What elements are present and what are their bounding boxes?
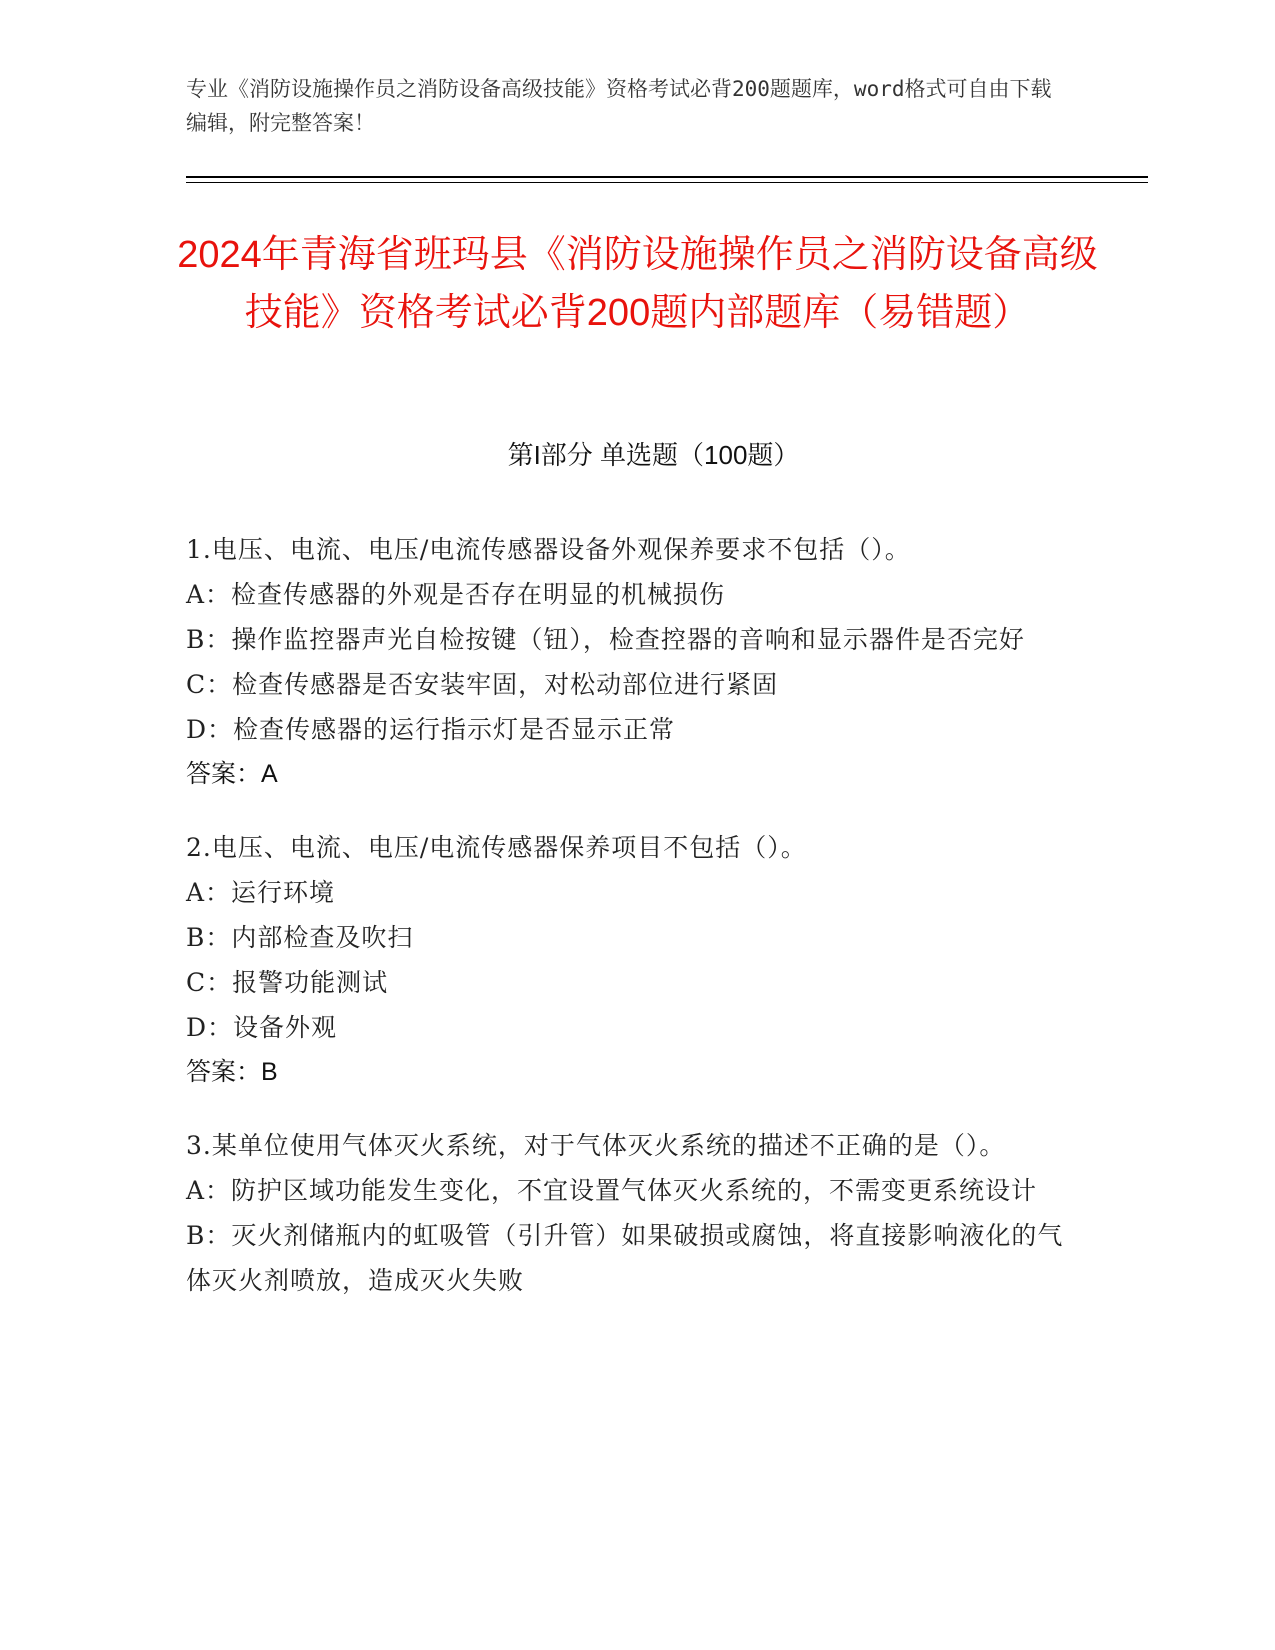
option-b: B：灭火剂储瓶内的虹吸管（引升管）如果破损或腐蚀，将直接影响液化的气体灭火剂喷放，造成灭火失败 [186, 1221, 1064, 1295]
option-a: A：防护区域功能发生变化，不宜设置气体灭火系统的，不需变更系统设计 [186, 1176, 1038, 1205]
document-title: 2024年青海省班玛县《消防设施操作员之消防设备高级技能》资格考试必背200题内部题库（易错题） [177, 234, 1098, 334]
answer-line: 答案：B [186, 1058, 278, 1086]
section-heading: 第I部分 单选题（100题） [507, 440, 800, 470]
question-stem: 2.电压、电流、电压/电流传感器保养项目不包括（）。 [186, 833, 807, 862]
question-stem: 1.电压、电流、电压/电流传感器设备外观保养要求不包括（）。 [186, 535, 911, 564]
question-stem: 3.某单位使用气体灭火系统，对于气体灭火系统的描述不正确的是（）。 [186, 1131, 1006, 1160]
header-note: 专业《消防设施操作员之消防设备高级技能》资格考试必背200题题库，word格式可自由下载编辑，附完整答案！ [186, 77, 1052, 135]
question-item [186, 825, 1066, 1095]
option-b: B：操作监控器声光自检按键（钮），检查控器的音响和显示器件是否完好 [186, 625, 1025, 654]
option-d: D：检查传感器的运行指示灯是否显示正常 [186, 715, 676, 744]
option-d: D：设备外观 [186, 1013, 338, 1042]
header-divider-thin [186, 182, 1148, 183]
option-a: A：运行环境 [186, 878, 336, 907]
header-divider-thick [186, 176, 1148, 178]
question-item [186, 527, 1066, 797]
answer-line: 答案：A [186, 760, 278, 788]
question-item [186, 1123, 1066, 1303]
option-a: A：检查传感器的外观是否存在明显的机械损伤 [186, 580, 726, 609]
option-c: C：检查传感器是否安装牢固，对松动部位进行紧固 [186, 670, 779, 699]
question-list [186, 527, 1066, 1331]
option-c: C：报警功能测试 [186, 968, 389, 997]
option-b: B：内部检查及吹扫 [186, 923, 414, 952]
